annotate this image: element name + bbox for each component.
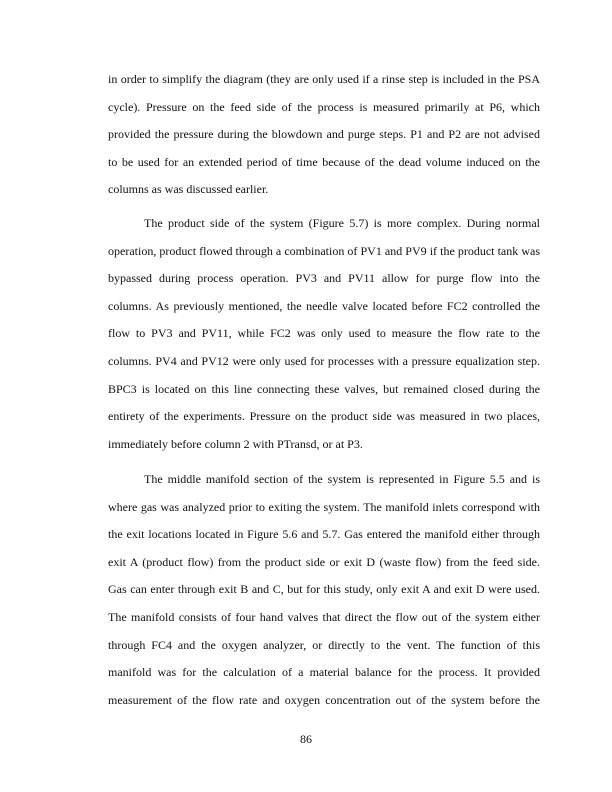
text-line: The product side of the system (Figure 5.7) is more complex. During normal <box>144 216 540 230</box>
text-line: exit A (product flow) from the product side or exit D (waste flow) from the feed side. <box>108 554 540 569</box>
text-line: BPC3 is located on this line connecting these valves, but remained closed during the <box>108 381 540 396</box>
text-line: entirety of the experiments. Pressure on the product side was measured in two places, <box>108 409 540 424</box>
text-line: the exit locations located in Figure 5.6 and 5.7. Gas entered the manifold either through <box>108 527 540 542</box>
text-line: to be used for an extended period of time because of the dead volume induced on the <box>108 154 540 169</box>
text-line: provided the pressure during the blowdown and purge steps. P1 and P2 are not advised <box>108 127 540 142</box>
text-line: bypassed during process operation. PV3 and PV11 allow for purge flow into the <box>108 271 540 286</box>
text-line: flow to PV3 and PV11, while FC2 was only used to measure the flow rate to the <box>108 326 540 341</box>
text-line: operation, product flowed through a combination of PV1 and PV9 if the product tank was <box>108 243 540 258</box>
page-number: 86 <box>300 732 312 746</box>
paragraph-feed-side <box>108 66 540 204</box>
paragraph-product-side <box>108 210 540 458</box>
text-line: columns. PV4 and PV12 were only used for processes with a pressure equalization step. <box>108 353 540 368</box>
text-line: cycle). Pressure on the feed side of the process is measured primarily at P6, which <box>108 99 540 114</box>
text-line: The manifold consists of four hand valves that direct the flow out of the system either <box>108 609 540 624</box>
text-line: Gas can enter through exit B and C, but for this study, only exit A and exit D were used. <box>108 582 540 597</box>
text-line: columns. As previously mentioned, the needle valve located before FC2 controlled the <box>108 298 540 313</box>
text-line: measurement of the flow rate and oxygen concentration out of the system before the <box>108 692 540 707</box>
text-line: in order to simplify the diagram (they are only used if a rinse step is included in the PSA <box>108 72 540 86</box>
text-line: columns as was discussed earlier. <box>108 182 269 197</box>
text-line: immediately before column 2 with PTransd, or at P3. <box>108 436 363 451</box>
text-line: manifold was for the calculation of a material balance for the process. It provided <box>108 665 540 680</box>
text-line: through FC4 and the oxygen analyzer, or directly to the vent. The function of this <box>108 637 540 652</box>
text-line: where gas was analyzed prior to exiting the system. The manifold inlets correspond with <box>108 499 540 514</box>
text-line: The middle manifold section of the system is represented in Figure 5.5 and is <box>144 472 540 486</box>
paragraph-manifold <box>108 466 540 714</box>
